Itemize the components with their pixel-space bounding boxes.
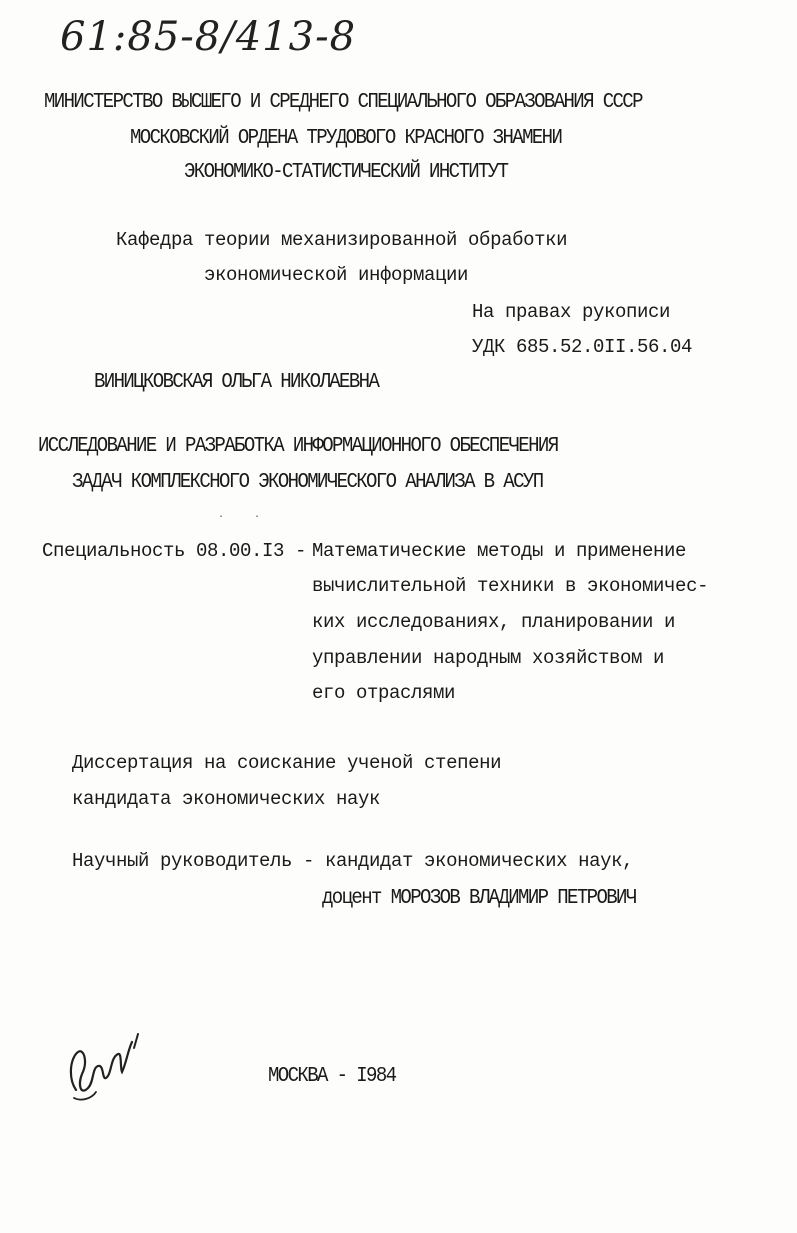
dissertation-title-line-2: ЗАДАЧ КОМПЛЕКСНОГО ЭКОНОМИЧЕСКОГО АНАЛИЗА В АСУП <box>72 469 543 494</box>
department-line-2: экономической информации <box>204 264 469 286</box>
dissertation-line-1: Диссертация на соискание ученой степени <box>72 752 502 774</box>
city-year: МОСКВА - I984 <box>268 1063 396 1088</box>
dissertation-line-2: кандидата экономических наук <box>72 788 381 810</box>
specialty-line-3: ких исследованиях, планировании и <box>312 611 676 633</box>
institute-line-2: ЭКОНОМИКО-СТАТИСТИЧЕСКИЙ ИНСТИТУТ <box>184 159 508 184</box>
specialty-line-1: Математические методы и применение <box>312 540 687 562</box>
specialty-line-4: управлении народным хозяйством и <box>312 647 665 669</box>
institute-line-1: МОСКОВСКИЙ ОРДЕНА ТРУДОВОГО КРАСНОГО ЗНАМЕНИ <box>130 125 562 150</box>
specialty-line-2: вычислительной техники в экономичес- <box>312 575 709 597</box>
department-line-1: Кафедра теории механизированной обработки <box>116 229 568 251</box>
author-name: ВИНИЦКОВСКАЯ ОЛЬГА НИКОЛАЕВНА <box>94 369 379 394</box>
scan-specks: · · <box>218 512 261 523</box>
handwritten-signature <box>62 1028 148 1104</box>
supervisor-line-1: Научный руководитель - кандидат экономических наук, <box>72 850 634 872</box>
dissertation-title-line-1: ИССЛЕДОВАНИЕ И РАЗРАБОТКА ИНФОРМАЦИОННОГО ОБЕСПЕЧЕНИЯ <box>38 433 558 458</box>
udc-code: УДК 685.52.0II.56.04 <box>472 336 693 358</box>
archive-mark: 61:85-8/413-8 <box>60 14 357 60</box>
specialty-line-5: его отраслями <box>312 682 456 704</box>
manuscript-rights: На правах рукописи <box>472 301 671 323</box>
supervisor-line-2: доцент МОРОЗОВ ВЛАДИМИР ПЕТРОВИЧ <box>322 885 636 910</box>
ministry-line: МИНИСТЕРСТВО ВЫСШЕГО И СРЕДНЕГО СПЕЦИАЛЬНОГО ОБРАЗОВАНИЯ СССР <box>44 89 642 114</box>
specialty-label: Специальность 08.00.I3 - <box>42 540 307 562</box>
